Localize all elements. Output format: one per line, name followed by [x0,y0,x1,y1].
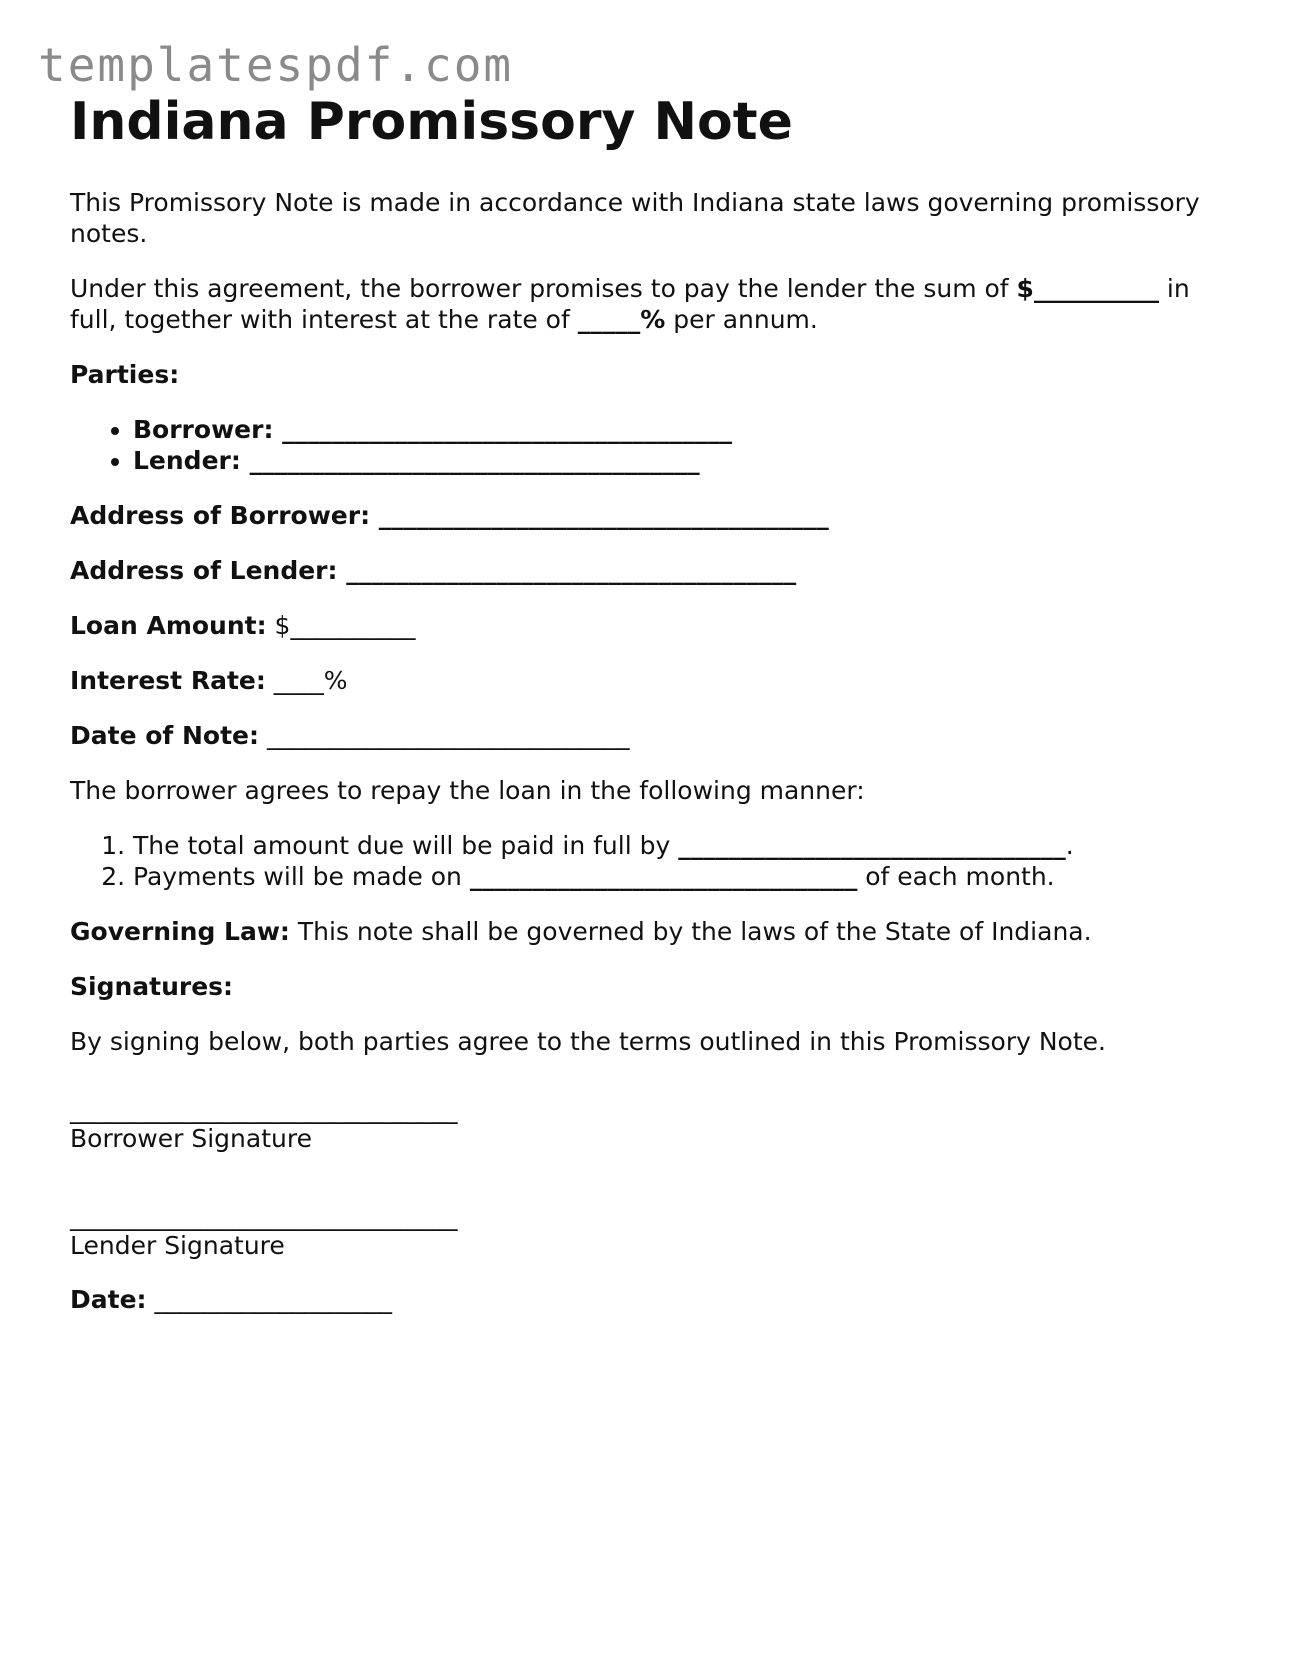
address-of-borrower-label: Address of Borrower: [70,501,371,530]
signatures-heading: Signatures: [70,972,234,1001]
loan-amount-row [70,610,1220,641]
address-of-lender-field[interactable]: ____________________________________ [337,556,797,585]
full-payment-date-field[interactable]: _______________________________ [678,831,1066,860]
repay-terms-list [70,830,1220,892]
agreement-paragraph [70,273,1220,335]
repay-term-full-payment: 1. The total amount due will be paid in full by _______________________________. [133,830,1220,861]
borrower-signature-block [70,1095,1220,1153]
loan-amount-field[interactable]: $__________ [266,611,416,640]
governing-law-row [70,916,1220,947]
governing-law-text: This note shall be governed by the laws of the State of Indiana. [289,917,1092,946]
interest-rate-blank[interactable]: _____% [577,305,666,334]
date-of-note-label: Date of Note: [70,721,259,750]
loan-amount-label: Loan Amount: [70,611,267,640]
signature-date-row [70,1284,1220,1315]
signature-date-label: Date: [70,1285,147,1314]
governing-law-label: Governing Law: [70,917,290,946]
signature-date-field[interactable]: ___________________ [146,1285,392,1314]
parties-list [70,414,1220,476]
borrower-name-field[interactable]: ____________________________________ [273,415,733,444]
address-of-lender-label: Address of Lender: [70,556,338,585]
borrower-signature-label: Borrower Signature [70,1124,312,1153]
repay-intro: The borrower agrees to repay the loan in the following manner: [70,776,865,805]
parties-heading: Parties: [70,360,180,389]
borrower-label: Borrower: [133,415,274,444]
agreement-text-pre: Under this agreement, the borrower promises to pay the lender the sum of [70,274,1017,303]
document-body [70,88,1220,1315]
document-title: Indiana Promissory Note [70,92,793,152]
borrower-signature-line[interactable]: _______________________________ [70,1095,458,1124]
agreement-text-post: per annum. [665,305,818,334]
address-of-lender-row [70,555,1220,586]
lender-name-field[interactable]: ____________________________________ [240,446,700,475]
intro-paragraph: This Promissory Note is made in accordance with Indiana state laws governing promissory notes. [70,188,1200,248]
monthly-payment-day-field[interactable]: _______________________________ [469,862,858,891]
lender-signature-label: Lender Signature [70,1231,285,1260]
lender-signature-block [70,1202,1220,1260]
address-of-borrower-row [70,500,1220,531]
interest-rate-label: Interest Rate: [70,666,266,695]
interest-rate-field[interactable]: ____% [265,666,348,695]
agreement-text-mid: in full, together with interest at the rate of [70,274,1190,334]
repay-term-monthly-payment: 2. Payments will be made on _______________________________ of each month. [133,861,1220,892]
loan-sum-blank[interactable]: $__________ [1016,274,1159,303]
lender-signature-line[interactable]: _______________________________ [70,1202,458,1231]
interest-rate-row [70,665,1220,696]
lender-label: Lender: [133,446,241,475]
watermark: templatespdf.com [38,38,514,92]
lender-item [133,445,1220,476]
date-of-note-field[interactable]: _____________________________ [259,721,630,750]
address-of-borrower-field[interactable]: ____________________________________ [370,501,829,530]
borrower-item [133,414,1220,445]
signatures-statement: By signing below, both parties agree to the terms outlined in this Promissory Note. [70,1027,1106,1056]
date-of-note-row [70,720,1220,751]
